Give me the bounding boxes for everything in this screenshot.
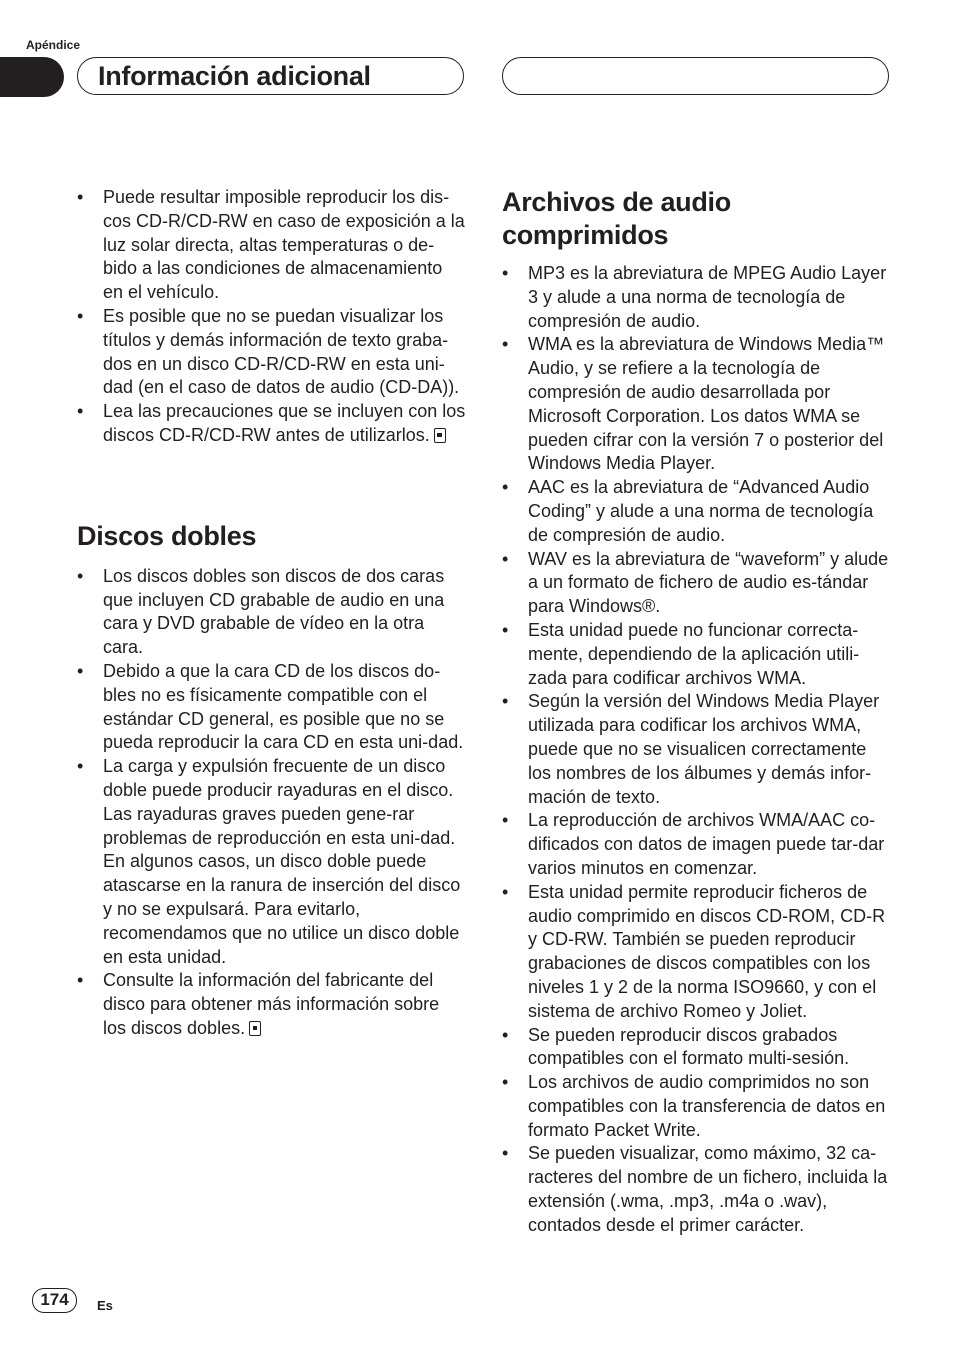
list-item-text: Esta unidad permite reproducir ficheros de audio comprimido en discos CD-ROM, CD-R y CD-RW. También se pueden reproducir grabaciones de discos compatibles con los niveles 1 y 2 de la norma ISO9660, y con el sistema de archivo Romeo y Joliet. bbox=[528, 881, 886, 1021]
list-item bbox=[502, 548, 894, 619]
bullet-icon: • bbox=[502, 477, 509, 498]
bullet-icon: • bbox=[77, 970, 84, 991]
bullet-icon: • bbox=[77, 660, 84, 681]
list-item bbox=[77, 969, 467, 1040]
list-item bbox=[502, 1071, 894, 1142]
list-item bbox=[502, 881, 894, 1024]
list-item bbox=[502, 476, 894, 547]
list-item-text: Se pueden visualizar, como máximo, 32 ca-racteres del nombre de un fichero, incluida la extensión (.wma, .mp3, .m4a o .wav), contados desde el primer carácter. bbox=[528, 1143, 888, 1235]
list-item bbox=[502, 1142, 894, 1237]
list-item bbox=[502, 809, 894, 880]
end-of-section-icon bbox=[434, 428, 446, 443]
bullet-icon: • bbox=[502, 263, 509, 283]
list-item-text: La carga y expulsión frecuente de un disco doble puede producir rayaduras en el disco. Las rayaduras graves pueden gene-rar problemas de reproducción en esta uni-dad. En algunos casos, un disco doble puede atascarse en la ranura de inserción del disco y no se expulsará. Para evitarlo, recomendamos que no utilice un disco doble en esta unidad. bbox=[103, 756, 461, 967]
end-of-section-icon bbox=[249, 1021, 261, 1036]
bullet-icon: • bbox=[502, 1143, 509, 1164]
list-item bbox=[502, 619, 894, 690]
page-number: 174 bbox=[32, 1288, 77, 1313]
bullet-icon: • bbox=[77, 305, 84, 326]
bullet-icon: • bbox=[502, 1072, 509, 1093]
list-item bbox=[502, 1024, 894, 1072]
bullet-icon: • bbox=[77, 565, 84, 586]
archivos-audio-heading bbox=[502, 186, 894, 252]
bullet-icon: • bbox=[502, 334, 509, 355]
heading-line: comprimidos bbox=[502, 220, 669, 250]
left-column bbox=[77, 186, 467, 1041]
list-item-text: Se pueden reproducir discos grabados compatibles con el formato multi-sesión. bbox=[528, 1024, 850, 1069]
bullet-icon: • bbox=[502, 691, 509, 712]
discos-dobles-heading: Discos dobles bbox=[77, 520, 257, 551]
list-item-text: Es posible que no se puedan visualizar los títulos y demás información de texto graba-dos en un disco CD-R/CD-RW en esta uni-dad (en el caso de datos de audio (CD-DA)). bbox=[103, 305, 460, 398]
list-item bbox=[77, 565, 467, 660]
list-item bbox=[502, 333, 894, 476]
bullet-icon: • bbox=[502, 619, 509, 640]
list-item-text: Los archivos de audio comprimidos no son compatibles con la transferencia de datos en formato Packet Write. bbox=[528, 1072, 886, 1140]
list-item-text: Debido a que la cara CD de los discos do-bles no es físicamente compatible con el estándar CD general, es posible que no se pueda reproducir la cara CD en esta uni-dad. bbox=[103, 660, 464, 753]
bullet-icon: • bbox=[77, 187, 84, 207]
intro-list bbox=[77, 186, 467, 448]
list-item-text: Lea las precauciones que se incluyen con los discos CD-R/CD-RW antes de utilizarlos. bbox=[103, 401, 466, 445]
bullet-icon: • bbox=[502, 548, 509, 569]
list-item bbox=[502, 690, 894, 809]
discos-dobles-list bbox=[77, 565, 467, 1041]
archivos-audio-list bbox=[502, 262, 894, 1238]
list-item-text: Consulte la información del fabricante del disco para obtener más información sobre los discos dobles. bbox=[103, 970, 440, 1038]
list-item-text: Esta unidad puede no funcionar correcta-mente, dependiendo de la aplicación utili-zada para codificar archivos WMA. bbox=[528, 619, 860, 688]
list-item bbox=[77, 755, 467, 969]
list-item-text: MP3 es la abreviatura de MPEG Audio Layer 3 y alude a una norma de tecnología de compresión de audio. bbox=[528, 263, 887, 331]
list-item-text: WMA es la abreviatura de Windows Media™ Audio, y se refiere a la tecnología de compresión de audio desarrollada por Microsoft Corporation. Los datos WMA se pueden cifrar con la versión 7 o posterior del Windows Media Player. bbox=[528, 334, 885, 474]
heading-line: Archivos de audio bbox=[502, 187, 731, 217]
bullet-icon: • bbox=[502, 1024, 509, 1045]
list-item bbox=[502, 262, 894, 333]
list-item bbox=[77, 186, 467, 305]
bullet-icon: • bbox=[77, 756, 84, 777]
page-title: Información adicional bbox=[98, 61, 371, 91]
section-tab-marker bbox=[0, 57, 64, 97]
bullet-icon: • bbox=[77, 401, 84, 422]
bullet-icon: • bbox=[502, 810, 509, 831]
list-item bbox=[77, 400, 467, 448]
list-item-text: WAV es la abreviatura de “waveform” y alude a un formato de fichero de audio es-tándar para Windows®. bbox=[528, 548, 889, 617]
list-item-text: La reproducción de archivos WMA/AAC co-dificados con datos de imagen puede tar-dar varios minutos en comenzar. bbox=[528, 810, 885, 878]
language-code: Es bbox=[97, 1298, 113, 1313]
bullet-icon: • bbox=[502, 881, 509, 902]
section-tag: Apéndice bbox=[26, 38, 81, 52]
list-item-text: Los discos dobles son discos de dos caras que incluyen CD grabable de audio en una cara y DVD grabable de vídeo en la otra cara. bbox=[103, 565, 445, 658]
list-item-text: Según la versión del Windows Media Player utilizada para codificar los archivos WMA, puede que no se visualicen correctamente los nombres de los álbumes y demás infor-mación de texto. bbox=[528, 691, 880, 807]
list-item-text: AAC es la abreviatura de “Advanced Audio Coding” y alude a una norma de tecnología de compresión de audio. bbox=[528, 477, 874, 545]
list-item-text: Puede resultar imposible reproducir los dis-cos CD-R/CD-RW en caso de exposición a la luz solar directa, altas temperaturas o de-bido a las condiciones de almacenamiento en el vehículo. bbox=[103, 187, 465, 303]
header-empty-pill bbox=[502, 57, 889, 95]
list-item bbox=[77, 305, 467, 400]
header-title-pill bbox=[77, 57, 464, 95]
right-column bbox=[502, 186, 894, 1238]
list-item bbox=[77, 660, 467, 755]
